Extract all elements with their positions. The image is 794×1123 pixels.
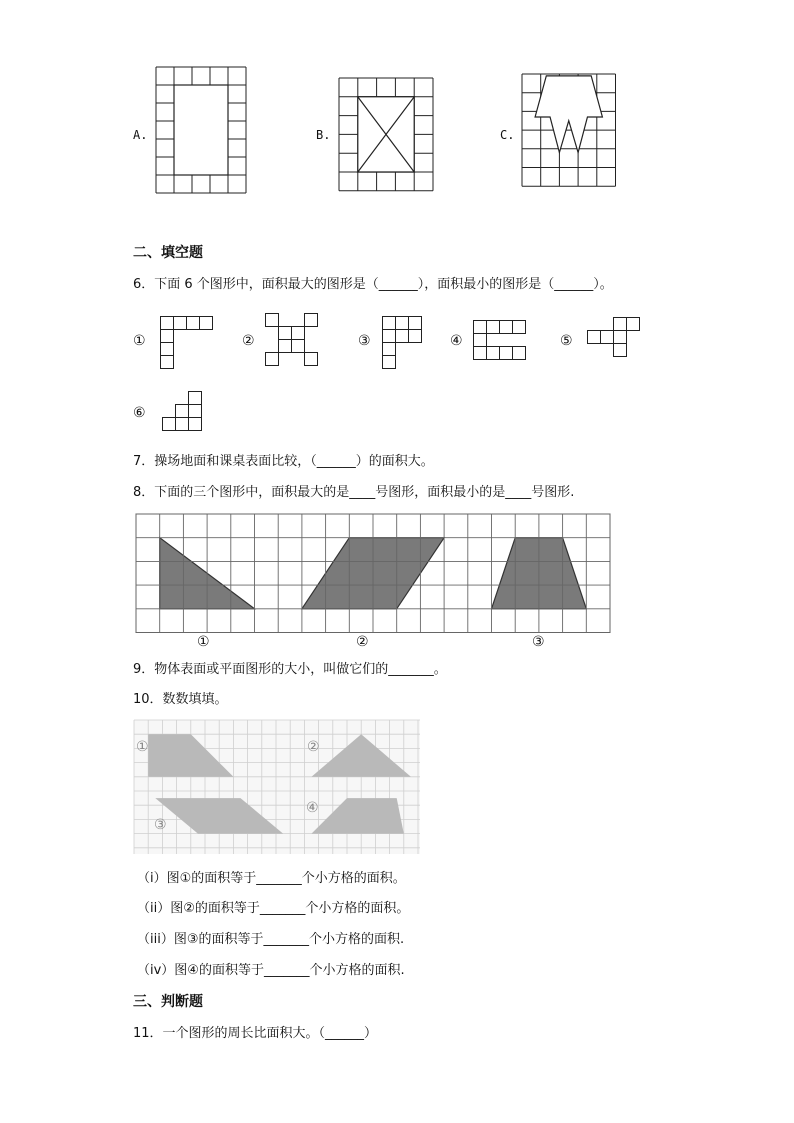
square-cell [176,418,189,431]
section-2-title: 二、填空题 [133,245,203,261]
section-3-title: 三、判断题 [133,994,203,1010]
square-cell [189,392,202,405]
square-cell [383,317,396,330]
square-cell [601,331,614,344]
square-cell [474,334,487,347]
q6-label-3: ③ [358,333,371,349]
square-cell [161,317,174,330]
q6-shape-2 [265,313,319,367]
square-cell [614,331,627,344]
q8-label-1: ① [197,634,210,650]
q10-sub-4: （iv）图④的面积等于_______个小方格的面积. [137,963,405,978]
option-a-label: A. [133,128,148,142]
square-cell [627,318,640,331]
square-cell [187,317,200,330]
square-cell [500,321,513,334]
q6-shape-5 [587,317,641,357]
q6-shape-3 [382,316,422,370]
q10-sub-2: （ii）图②的面积等于_______个小方格的面积。 [137,901,410,916]
square-cell [409,317,422,330]
q6-label-1: ① [133,333,146,349]
square-cell [500,347,513,360]
square-cell [474,347,487,360]
square-cell [161,356,174,369]
q6-shape-6 [162,391,202,431]
option-b-figure [339,78,433,192]
pants-shape [535,76,602,153]
q10-sub-1: （i）图①的面积等于_______个小方格的面积。 [137,871,406,886]
q10-figure-label-2: ② [307,739,320,755]
square-cell [161,330,174,343]
option-c-label: C. [500,128,515,142]
q10-figure-label-4: ④ [306,800,319,816]
q10-grid-figure [134,720,420,854]
q6-label-4: ④ [450,333,463,349]
square-cell [161,343,174,356]
square-cell [383,343,396,356]
q8-label-2: ② [356,634,369,650]
square-cell [614,318,627,331]
square-cell [279,327,292,340]
square-cell [513,347,526,360]
q10-figure-label-3: ③ [154,817,167,833]
q8-label-3: ③ [532,634,545,650]
square-cell [513,321,526,334]
square-cell [292,327,305,340]
square-cell [474,321,487,334]
question-7-text: 7．操场地面和课桌表面比较，（______）的面积大。 [133,454,434,469]
option-a-figure [156,67,246,193]
square-cell [487,347,500,360]
square-cell [396,330,409,343]
square-cell [292,340,305,353]
q6-shape-4 [473,320,527,360]
square-cell [266,314,279,327]
square-cell [305,353,318,366]
square-cell [176,405,189,418]
q10-figure-label-1: ① [136,739,149,755]
square-cell [279,340,292,353]
square-cell [487,321,500,334]
square-cell [200,317,213,330]
q8-grid-figure [136,514,614,634]
q6-label-2: ② [242,333,255,349]
square-cell [614,344,627,357]
q6-label-5: ⑤ [560,333,573,349]
square-cell [396,317,409,330]
option-b-label: B. [316,128,331,142]
question-10-text: 10．数数填填。 [133,692,228,707]
square-cell [174,317,187,330]
q6-label-6: ⑥ [133,405,146,421]
question-11-text: 11．一个图形的周长比面积大。（______） [133,1026,378,1041]
q6-shape-1 [160,316,214,370]
q10-sub-3: （iii）图③的面积等于_______个小方格的面积. [137,932,405,947]
option-c-figure [522,74,616,186]
square-cell [383,356,396,369]
question-8-text: 8．下面的三个图形中，面积最大的是____号图形，面积最小的是____号图形. [133,485,575,500]
question-9-text: 9．物体表面或平面图形的大小，叫做它们的_______。 [133,662,447,677]
square-cell [383,330,396,343]
square-cell [189,418,202,431]
square-cell [266,353,279,366]
square-cell [588,331,601,344]
inner-rectangle [174,85,228,175]
square-cell [189,405,202,418]
square-cell [409,330,422,343]
question-6-text: 6．下面 6 个图形中，面积最大的图形是（______），面积最小的图形是（______）。 [133,277,613,292]
square-cell [163,418,176,431]
square-cell [305,314,318,327]
